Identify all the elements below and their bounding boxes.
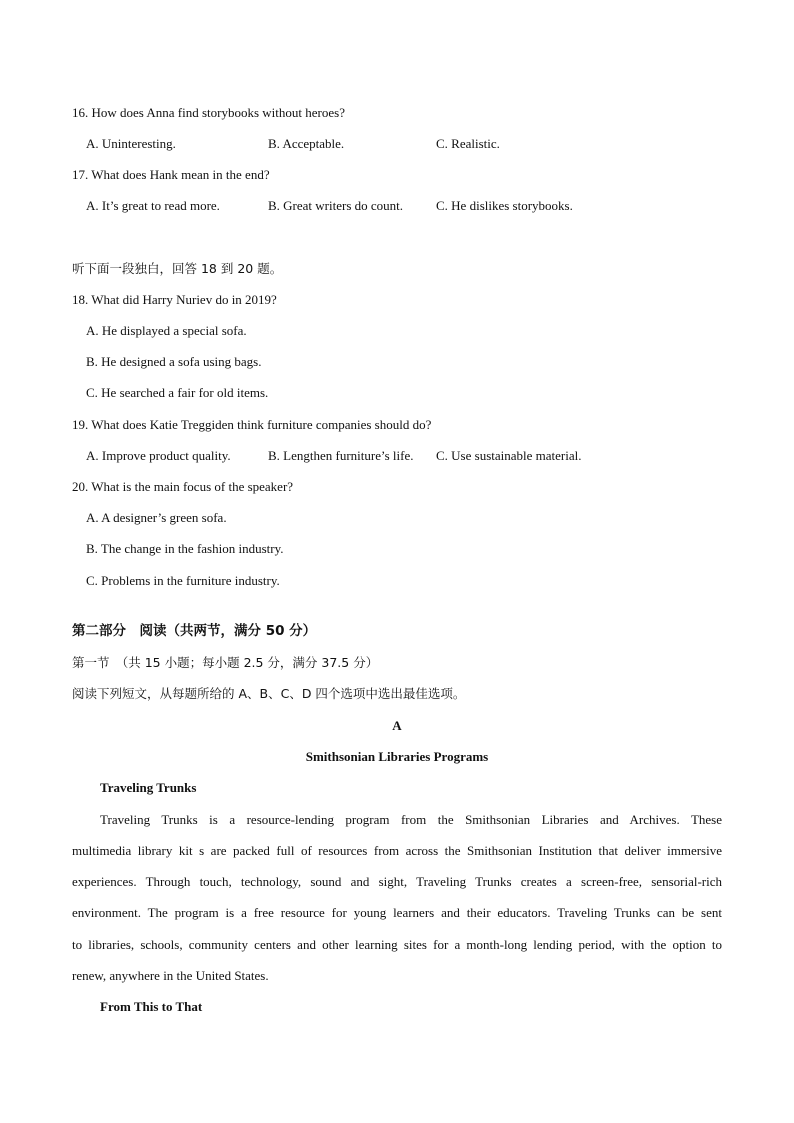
question-18-option-c: C. He searched a fair for old items. [86,385,269,400]
question-18-stem: 18. What did Harry Nuriev do in 2019? [72,292,277,307]
question-17-stem: 17. What does Hank mean in the end? [72,167,270,182]
paragraph-line: Traveling Trunks is a resource-lending program from the Smithsonian Libraries and Archives. These [100,812,722,827]
question-20-option-a: A. A designer’s green sofa. [86,510,227,525]
paragraph-line: environment. The program is a free resource for young learners and their educators. Traveling Trunks can be sent [72,905,722,920]
reading-section-title: 第一节 （共 15 小题；每小题 2.5 分，满分 37.5 分） [72,655,379,670]
question-19-option-c: C. Use sustainable material. [436,448,582,463]
question-16-stem: 16. How does Anna find storybooks without heroes? [72,105,345,120]
question-18-option-b: B. He designed a sofa using bags. [86,354,262,369]
paragraph-line: to libraries, schools, community centers and other learning sites for a month-long lending period, with the option to [72,937,722,952]
question-19-option-a: A. Improve product quality. [86,448,231,463]
subsection-title-traveling-trunks: Traveling Trunks [100,780,197,795]
question-17-option-b: B. Great writers do count. [268,198,404,213]
question-17-option-a: A. It’s great to read more. [86,198,220,213]
question-19-stem: 19. What does Katie Treggiden think furniture companies should do? [72,417,432,432]
question-16-option-a: A. Uninteresting. [86,136,176,151]
question-16-option-c: C. Realistic. [436,136,500,151]
question-17-option-c: C. He dislikes storybooks. [436,198,573,213]
question-20-option-c: C. Problems in the furniture industry. [86,573,280,588]
question-16-option-b: B. Acceptable. [268,136,345,151]
paragraph-line: experiences. Through touch, technology, sound and sight, Traveling Trunks creates a screen-free, sensorial-rich [72,874,722,889]
passage-letter: A [392,718,402,733]
paragraph-line: renew, anywhere in the United States. [72,968,269,983]
question-19-option-b: B. Lengthen furniture’s life. [268,448,414,463]
question-18-option-a: A. He displayed a special sofa. [86,323,247,338]
monologue-instruction: 听下面一段独白，回答 18 到 20 题。 [72,261,283,276]
question-20-option-b: B. The change in the fashion industry. [86,541,284,556]
passage-title: Smithsonian Libraries Programs [305,749,489,764]
subsection-title-from-this-to-that: From This to That [100,999,203,1014]
reading-instruction: 阅读下列短文，从每题所给的 A、B、C、D 四个选项中选出最佳选项。 [72,686,466,701]
paragraph-line: multimedia library kit s are packed full of resources from across the Smithsonian Institution that deliver immersive [72,843,722,858]
reading-part-title: 第二部分 阅读（共两节，满分 50 分） [72,623,317,639]
question-20-stem: 20. What is the main focus of the speaker? [72,479,294,494]
